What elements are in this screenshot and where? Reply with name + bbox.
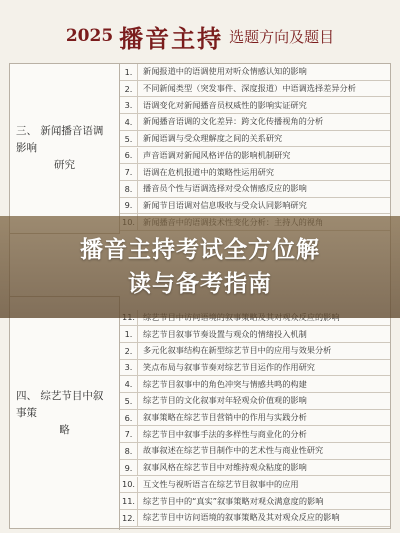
row-number: 11.	[120, 493, 138, 509]
row-number: 2.	[120, 81, 138, 97]
row-topic: 综艺节目中叙事手法的多样性与商业化的分析	[143, 428, 307, 439]
row-number: 8.	[120, 181, 138, 197]
title-banner	[0, 216, 400, 318]
table-row	[120, 181, 390, 198]
row-number: 1.	[120, 326, 138, 342]
row-number: 8.	[120, 443, 138, 459]
row-topic: 语调变化对新闻播音员权威性的影响实证研究	[143, 99, 307, 110]
row-topic: 故事叙述在综艺节目制作中的艺术性与商业性研究	[143, 445, 324, 456]
row-number: 6.	[120, 410, 138, 426]
table-row	[120, 97, 390, 114]
table-row	[120, 326, 390, 343]
row-number: 9.	[120, 460, 138, 476]
row-number: 1.	[120, 64, 138, 80]
title-main: 播音主持	[119, 23, 224, 53]
row-number: 4.	[120, 376, 138, 392]
row-topic: 多元化叙事结构在新型综艺节目中的应用与效果分析	[143, 345, 332, 356]
section-label-variety-narrative: 四、 综艺节目中叙事策 略	[10, 296, 120, 530]
row-topic: 语调在危机报道中的策略性运用研究	[143, 166, 275, 177]
table-row	[120, 114, 390, 131]
banner-line-1: 播音主持考试全方位解	[80, 237, 320, 263]
row-number: 3.	[120, 97, 138, 113]
table-row	[120, 148, 390, 165]
row-number: 5.	[120, 393, 138, 409]
table-row	[120, 131, 390, 148]
page-title	[8, 12, 392, 60]
row-number: 9.	[120, 198, 138, 214]
row-number: 12.	[120, 510, 138, 526]
row-number: 6.	[120, 148, 138, 164]
row-topic: 综艺节目的文化叙事对年轻观众价值观的影响	[143, 395, 307, 406]
table-row	[120, 443, 390, 460]
table-row	[120, 360, 390, 377]
table-row	[120, 460, 390, 477]
row-number: 2.	[120, 343, 138, 359]
row-number: 7.	[120, 164, 138, 180]
row-number: 5.	[120, 131, 138, 147]
row-topic: 综艺节目中访问语境的叙事策略及其对观众反应的影响	[143, 512, 340, 523]
row-topic: 笑点布局与叙事节奏对综艺节目运作的作用研究	[143, 361, 315, 372]
title-subtitle: 选题方向及题目	[229, 27, 335, 46]
row-topic: 综艺节目叙事节奏设置与观众的情绪投入机制	[143, 328, 307, 339]
row-number: 10.	[120, 477, 138, 493]
row-number: 4.	[120, 114, 138, 130]
row-topic: 声音语调对新闻风格评估的影响机制研究	[143, 149, 291, 160]
table-row	[120, 393, 390, 410]
table-row	[120, 64, 390, 81]
table-row	[120, 198, 390, 215]
row-number: 7.	[120, 426, 138, 442]
table-row	[120, 510, 390, 527]
row-topic: 互文性与视听语言在综艺节目叙事中的应用	[143, 478, 299, 489]
table-row	[120, 410, 390, 427]
row-topic: 综艺节目叙事中的角色冲突与情感共鸣的构建	[143, 378, 307, 389]
table-row	[120, 81, 390, 98]
row-topic: 不同新闻类型（突发事件、深度报道）中语调选择差异分析	[143, 83, 356, 94]
banner-line-2: 读与备考指南	[128, 271, 272, 297]
table-row	[120, 343, 390, 360]
row-number: 3.	[120, 360, 138, 376]
title-year: 2025	[65, 26, 114, 46]
section-label-news-intonation: 三、 新闻播音语调影响 研究	[10, 64, 120, 234]
row-topic: 新闻语调与受众理解度之间的关系研究	[143, 133, 283, 144]
row-topic: 综艺节目中的“真实”叙事策略对观众满意度的影响	[143, 495, 324, 506]
table-row	[120, 426, 390, 443]
table-row	[120, 164, 390, 181]
row-topic: 新闻播音语调的文化差异：跨文化传播视角的分析	[143, 116, 324, 127]
row-topic: 播音员个性与语调选择对受众情感反应的影响	[143, 183, 307, 194]
table-row	[120, 493, 390, 510]
row-topic: 新闻报道中的语调使用对听众情感认知的影响	[143, 66, 307, 77]
table-row	[120, 477, 390, 494]
row-topic: 新闻节目语调对信息吸收与受众认同影响研究	[143, 199, 307, 210]
table-row	[120, 376, 390, 393]
row-topic: 叙事策略在综艺节目营销中的作用与实践分析	[143, 412, 307, 423]
row-topic: 叙事风格在综艺节目中对维持观众粘度的影响	[143, 462, 307, 473]
